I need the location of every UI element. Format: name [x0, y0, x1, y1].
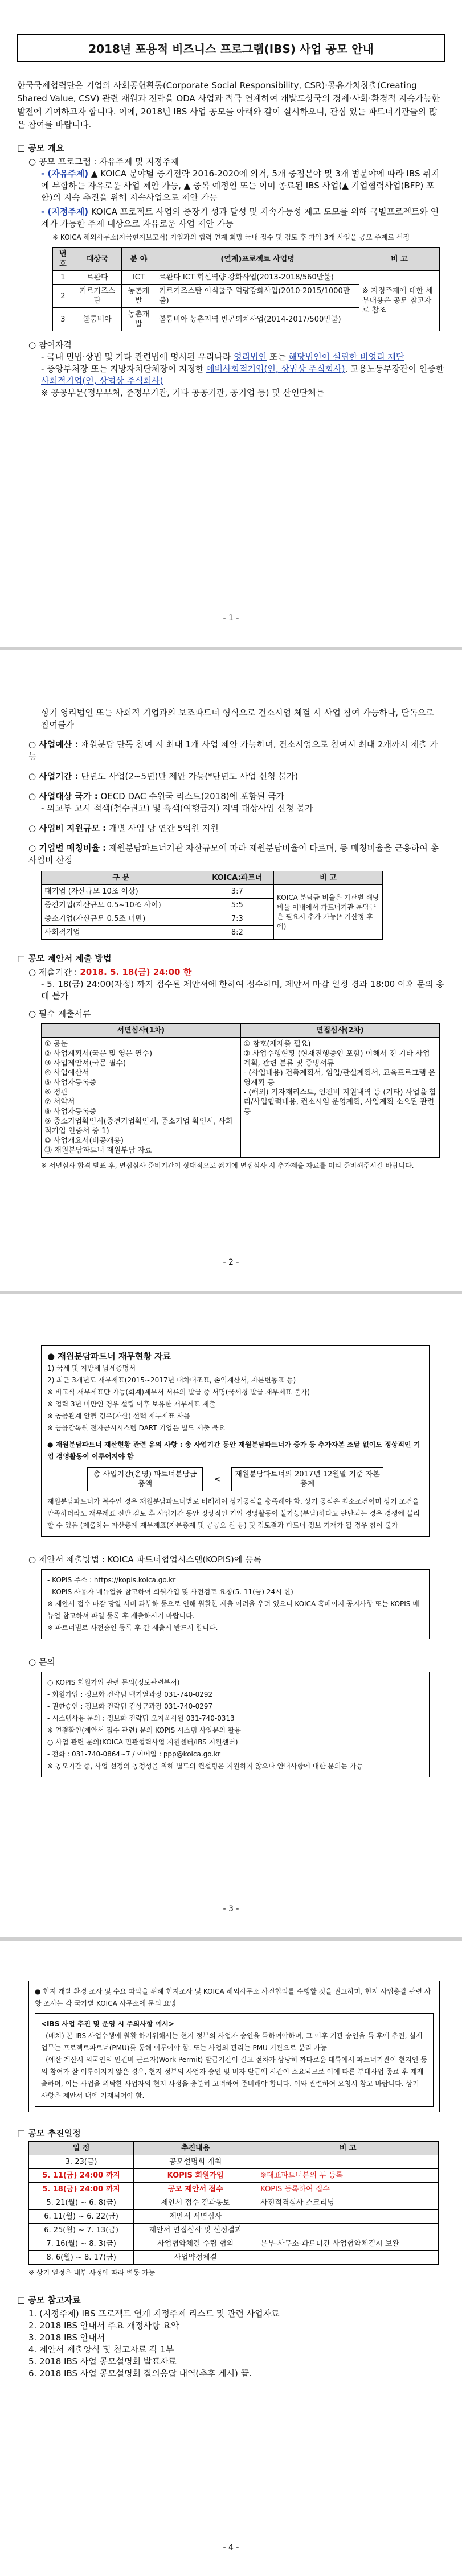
table-row: [29, 2237, 439, 2251]
contact-item: - 시스템사용 문의 : 정보화 전략팀 오지욱사원 031-740-0313: [47, 1714, 235, 1722]
matching-line: [28, 842, 445, 866]
required-docs-label: ○ 필수 제출서류: [28, 1009, 91, 1019]
field-survey-box: [28, 1981, 440, 2112]
row-date: 7. 16(월) ~ 8. 3(금): [29, 2237, 134, 2251]
financial-item: ※ 공증관계 안될 경우(자산) 선택 제무제표 사용: [47, 1412, 190, 1420]
eligibility-highlight: 예비사회적기업(인, 상법상 주식회사): [206, 364, 345, 374]
financial-item: ※ 비교식 재무제표만 가능(회계)제무서 서류의 발급 중 서명(국세청 발급 재무제표 불가): [47, 1388, 310, 1396]
financial-item: ※ 업력 3년 미만인 경우 설립 이후 보유한 재무제표 제출: [47, 1400, 216, 1408]
row-kind: 사회적기업: [42, 926, 201, 940]
eligibility-text: 또는: [267, 352, 289, 362]
condition-right: 재원분담파트너의 2017년 12월말 기준 자본총계: [232, 1468, 383, 1491]
table-header: 번호: [53, 248, 73, 271]
row-field: ICT: [121, 271, 156, 285]
contact-item: - 회원가입 : 정보화 전략팀 백기열과장 031-740-0292: [47, 1690, 213, 1698]
free-topic-text: ▲ KOICA 분야별 중기전략 2016-2020에 의거, 5개 중점분야 및 3개 범분야에 따라 IBS 취지에 부합하는 자유로운 사업 제안 가능, ▲ 중복 예정인 또는 이미 종료된 IBS 사업(▲ 기업협력사업(BFP) 포함)의 지속 추진을 위해 지속사업으로 제안 가능: [41, 168, 440, 203]
row-kind: 중견기업(자산규모 0.5~10조 사이): [42, 899, 201, 912]
caution-title: <IBS 사업 추진 및 운영 시 주의사항 예시>: [41, 2020, 174, 2028]
row-ratio: 7:3: [201, 912, 273, 926]
deadline-label: ○ 제출기간 :: [28, 967, 80, 977]
matching-ratio-table: [41, 871, 383, 940]
section-submission-heading: □ 공모 제안서 제출 방법: [17, 953, 112, 964]
financial-item: ※ 금융감독원 전자공시시스템 DART 기업은 별도 제출 불요: [47, 1424, 226, 1432]
row-kind: 중소기업(자산규모 0.5조 미만): [42, 912, 201, 926]
required-docs-table: [41, 1023, 440, 1158]
row-content: 제안서 면접심사 및 선정결과: [134, 2224, 257, 2237]
deadline-sub: - 5. 18(금) 24:00(자정) 까지 접수된 제안서에 한하여 접수하며, 제안서 마감 일정 경과 18:00 이후 문의 응대 불가: [41, 979, 444, 1001]
row-content: 제안서 접수 결과통보: [134, 2196, 257, 2210]
doc-item: ⑤ 사업자등록증: [44, 1079, 97, 1087]
kopis-item: - KOPIS 사용자 매뉴얼을 참고하여 회원가입 및 사전검토 요청(5. 11(금) 24시 한): [47, 1588, 293, 1596]
doc-item: ⑧ 사업자등록증: [44, 1108, 97, 1116]
scale-text: 개별 사업 당 연간 5억원 지원: [106, 823, 219, 833]
attachment-item: 2. 2018 IBS 안내서 주요 개정사항 요약: [28, 2320, 179, 2331]
table-header: 면접심사(2차): [240, 1024, 440, 1038]
row-date: 5. 21(월) ~ 6. 8(금): [29, 2196, 134, 2210]
table-header: (연계)프로젝트 사업명: [156, 248, 359, 271]
doc-item: ⑪ 재원분담파트너 재원부담 자료: [44, 1146, 152, 1155]
contact-item: - 권한승인 : 정보화 전략팀 김상근과장 031-740-0297: [47, 1702, 213, 1710]
matching-label: ○ 기업별 매칭비율 :: [28, 843, 107, 853]
table-row: [29, 2251, 439, 2265]
page-2: [0, 650, 462, 1291]
eligibility-highlight: 사회적기업(인, 상법상 주식회사): [41, 376, 163, 386]
row-note: KOPIS 등록하여 접수: [257, 2183, 439, 2196]
contact-item: ○ KOPIS 회원가입 관련 문의(정보관련부서): [47, 1678, 180, 1686]
table-header: KOICA:파트너: [201, 871, 273, 885]
contact-item: ※ 공모기간 중, 사업 선정의 공정성을 위해 별도의 컨설팅은 지원하지 않으나 안내사항에 대한 문의는 가능: [47, 1762, 363, 1770]
schedule-note: ※ 상기 일정은 내부 사정에 따라 변동 가능: [28, 2269, 156, 2277]
doc-item: - (사업내용) 건축계획서, 임업/관설계획서, 교육프로그램 운영계획 등: [243, 1069, 436, 1087]
eligibility-line-2: [41, 363, 445, 387]
table-row: [29, 2224, 439, 2237]
financial-note: ● 재원분담파트너 재산현황 관련 유의 사항 : 총 사업기간 동안 재원분담파트너가 증가 등 추가자본 조달 없이도 정상적인 기업 경영활동이 이루어져야 함: [47, 1441, 420, 1460]
kopis-item: ※ 파트너별로 사전승인 등록 후 간 제출시 반드시 합니다.: [47, 1624, 218, 1632]
table-row: [29, 2210, 439, 2224]
row-note: 본부-사무소-파트너간 사업협약체결시 보완: [257, 2237, 439, 2251]
contact-box: [41, 1672, 430, 1777]
contact-label: ○ 문의: [28, 1657, 55, 1667]
financial-item: 1) 국세 및 지방세 납세증명서: [47, 1364, 136, 1372]
row-number: 3: [53, 308, 73, 331]
period-label: ○ 사업기간 :: [28, 771, 79, 781]
eligibility-text: - 국내 민법·상법 및 기타 관련법에 명시된 우리나라: [41, 352, 234, 362]
doc-item: ② 사업계획서(국문 및 영문 필수): [44, 1050, 153, 1058]
table-row: [29, 2155, 439, 2169]
row-date: 5. 11(금) 24:00 까지: [29, 2169, 134, 2183]
page-number: - 3 -: [223, 1904, 239, 1914]
page-number: - 2 -: [223, 1258, 239, 1267]
period-text: 단년도 사업(2~5년)만 제안 가능(*단년도 사업 신청 불가): [78, 771, 299, 781]
table-row: [29, 2196, 439, 2210]
contact-item: ○ 사업 관련 문의(KOICA 민관협력사업 지원센터/IBS 지원센터): [47, 1738, 238, 1746]
kopis-item: ※ 제안서 접수 마감 당일 서버 과부하 등으로 인해 원활한 제출 어려울 우려 있으니 KOICA 홈페이지 공지사항 또는 KOPIS 메뉴얼 참고하셔 파일 등록 후 제출하시기 바랍니다.: [47, 1600, 419, 1620]
row-date: 6. 25(월) ~ 7. 13(금): [29, 2224, 134, 2237]
designated-topic-label: - (지정주제): [41, 207, 89, 217]
table-header: 분 야: [121, 248, 156, 271]
row-note: ※대표파트너분의 두 등록: [257, 2169, 439, 2183]
interview-review-docs: [240, 1038, 440, 1158]
row-content: KOPIS 회원가입: [134, 2169, 257, 2183]
financial-docs-box: [41, 1345, 430, 1537]
table-header: 추진내용: [134, 2142, 257, 2155]
row-field: 농촌개발: [121, 285, 156, 308]
row-date: 6. 11(월) ~ 6. 22(금): [29, 2210, 134, 2224]
designated-topic-text: KOICA 프로젝트 사업의 중장기 성과 달성 및 지속가능성 제고 도모를 위해 국별프로젝트와 연계가 가능한 주제 대상으로 자유로운 사업 제안 가능: [41, 207, 439, 229]
page-4: [0, 1941, 462, 2576]
budget-label: ○ 사업예산 :: [28, 739, 79, 750]
doc-item: ⑦ 서약서: [44, 1098, 75, 1106]
table-header: 구 분: [42, 871, 201, 885]
row-country: 키르기즈스탄: [73, 285, 121, 308]
kopis-box: [41, 1569, 430, 1639]
row-content: 공모설명회 개최: [134, 2155, 257, 2169]
page-number: - 4 -: [223, 2543, 239, 2552]
table-row: [29, 2169, 439, 2183]
doc-item: ⑨ 중소기업확인서(중견기업확인서, 중소기업 확인서, 사회적기업 인증서 중 1): [44, 1117, 233, 1135]
docs-note: ※ 서면심사 합격 발표 후, 면접심사 준비기간이 상대적으로 짧기에 면접심사 시 추가제출 자료를 미리 준비해주시길 바랍니다.: [41, 1162, 414, 1170]
table-header: 비 고: [257, 2142, 439, 2155]
row-country: 르완다: [73, 271, 121, 285]
table-header: 비 고: [274, 871, 383, 885]
row-kind: 대기업 (자산규모 10조 이상): [42, 885, 201, 899]
designated-topic-table: [52, 247, 440, 331]
contact-item[interactable]: - 전화 : 031-740-0864~7 / 이메일 : ppp@koica.go.kr: [47, 1750, 221, 1758]
caution-box: [35, 2013, 434, 2107]
table-row: [53, 271, 440, 285]
attachments-heading: □ 공모 참고자료: [17, 2295, 81, 2305]
row-number: 2: [53, 285, 73, 308]
row-note: ※ 지정주제에 대한 세부내용은 공모 참고자료 참조: [359, 271, 440, 331]
target-line: [28, 791, 445, 803]
contact-item: ※ 연결확인(제안서 접수 관련) 문의 KOPIS 시스템 사업문의 활용: [47, 1726, 242, 1734]
row-note: 사전적격심사 스크리닝: [257, 2196, 439, 2210]
eligibility-text: - 중앙부처장 또는 지방자치단체장이 지정한: [41, 364, 207, 374]
scale-label: ○ 사업비 지원규모 :: [28, 823, 107, 833]
financial-box-title: ● 재원분담파트너 재무현황 자료: [47, 1351, 171, 1361]
target-text: OECD DAC 수원국 리스트(2018)에 포함된 국가: [97, 791, 285, 801]
ratio-note: KOICA 분담금 비율은 기관별 해당 비율 이내에서 파트너기관 분담금은 필요시 추가 가능(* 기산정 후에): [274, 885, 383, 940]
row-date: 5. 18(금) 24:00 까지: [29, 2183, 134, 2196]
row-note: [257, 2210, 439, 2224]
doc-item: ② 사업수행현황 (현재진행중인 포함) 이해서 전 기타 사업계획, 관련 분류 및 증빙서류: [243, 1050, 430, 1068]
field-survey-intro: ● 현지 개발 환경 조사 및 수요 파악을 위해 현지조사 및 KOICA 해외사무소 사전협의를 수행할 것을 권고하며, 현지 사업총괄 관련 사항 조사는 각 국가별 KOICA 사무소에 문의 요망: [35, 1987, 431, 2007]
eligibility-heading: ○ 참여자격: [28, 340, 72, 350]
target-sub: - 외교부 고시 적색(철수권고) 및 흑색(여행금지) 지역 대상사업 신청 불가: [41, 803, 313, 813]
table-header: 서면심사(1차): [42, 1024, 241, 1038]
row-number: 1: [53, 271, 73, 285]
row-date: 3. 23(금): [29, 2155, 134, 2169]
row-project: 볼룸비아 농촌지역 빈곤퇴치사업(2014-2017/500만불): [156, 308, 359, 331]
schedule-heading: □ 공모 추진일정: [17, 2128, 81, 2138]
eligibility-note: ※ 공공부문(정부부처, 준정부기관, 기타 공공기관, 공기업 등) 및 산인단체는: [41, 388, 324, 398]
table-header: 대상국: [73, 248, 121, 271]
doc-item: ① 공문: [44, 1040, 68, 1048]
row-note: [257, 2155, 439, 2169]
doc-item: ⑥ 정관: [44, 1088, 68, 1097]
doc-item: ⑩ 사업개요서(비공개용): [44, 1137, 124, 1145]
budget-line: [28, 739, 445, 763]
deadline-line: [28, 966, 445, 978]
attachment-item: 5. 2018 IBS 사업 공모설명회 발표자료: [28, 2356, 177, 2367]
attachment-item: 1. (지정주제) IBS 프로젝트 연계 지정주제 리스트 및 관련 사업자료: [28, 2308, 280, 2319]
table-header: 일 정: [29, 2142, 134, 2155]
eligibility-text: , 고용노동부장관이 인증한: [345, 364, 444, 374]
row-content: 공모 제안서 접수: [134, 2183, 257, 2196]
row-note: [257, 2251, 439, 2265]
row-project: 르완다 ICT 혁신역량 강화사업(2013-2018/560만불): [156, 271, 359, 285]
condition-left: 총 사업기간(운영) 파트너분담금 총액: [88, 1468, 203, 1491]
row-field: 농촌개발: [121, 308, 156, 331]
doc-item: ③ 사업제안서(국문 필수): [44, 1059, 126, 1068]
doc-item: ④ 사업예산서: [44, 1069, 89, 1077]
table-row: [29, 2183, 439, 2196]
table-row: [42, 885, 383, 899]
consortium-note: 상기 영리법인 또는 사회적 기업과의 보조파트너 형식으로 컨소시엄 체결 시 사업 참여 가능하나, 단독으로 참여불가: [41, 707, 434, 730]
designated-note: ※ KOICA 해외사무소(자국현지보고서) 기업과의 협력 연계 희망 국내 접수 및 검토 후 파악 3개 사업을 공모 주제로 선정: [52, 233, 410, 241]
capital-condition-table: [87, 1467, 383, 1491]
matching-text: 재원분담파트너기관 자산규모에 따라 재원분담비율이 다르며, 동 매칭비율을 근용하여 총 사업비 산정: [28, 843, 439, 865]
page-number: - 1 -: [223, 614, 239, 623]
attachment-item: 3. 2018 IBS 안내서: [28, 2332, 105, 2343]
page-3: [0, 1294, 462, 1937]
row-content: 사업약정체결: [134, 2251, 257, 2265]
free-topic-paragraph: [41, 168, 445, 204]
financial-description: 재원분담파트너가 복수인 경우 재원분담파트너별로 비례하여 상기공식을 충족해야 함. 상기 공식은 최소조건이며 상기 조건을 만족하더라도 재무제표 전반 검토 후 사업기간 동안 정상적인 기업 경영활동이 불가능(부담)하다고 판단되는 경우 경쟁에 불리할 수 있음 (제출하는 자산총계 재무제표(자본총계 및 공공요 원 등) 및 검토결과 파트너 정보 기재가 될 경우 참여 불가: [47, 1497, 420, 1529]
row-country: 볼룸비아: [73, 308, 121, 331]
financial-item: 2) 최근 3개년도 재무제표(2015~2017년 대차대조표, 손익계산서, 자본변동표 등): [47, 1376, 296, 1384]
deadline-value: 2018. 5. 18(금) 24:00 한: [80, 967, 192, 977]
attachment-item: 4. 제안서 제출양식 및 첨고자료 각 1부: [28, 2344, 174, 2355]
kopis-item[interactable]: - KOPIS 주소 : https://kopis.koica.go.kr: [47, 1576, 176, 1584]
program-line: ○ 공모 프로그램 : 자유주제 및 지정주제: [28, 157, 179, 167]
eligibility-highlight: 영리법인: [234, 352, 267, 362]
row-note: [257, 2224, 439, 2237]
attachment-item: 6. 2018 IBS 사업 공모설명회 질의응답 내역(추후 게시) 끝.: [28, 2368, 252, 2379]
free-topic-label: - (자유주제): [41, 168, 89, 179]
row-ratio: 3:7: [201, 885, 273, 899]
submission-system-label: ○ 제안서 제출방법 : KOICA 파트너협업시스템(KOPIS)에 등록: [28, 1554, 262, 1565]
row-content: 제안서 서면심사: [134, 2210, 257, 2224]
period-line: [28, 771, 445, 783]
condition-operator: <: [214, 1475, 220, 1484]
budget-text: 재원분담 단독 참여 시 최대 1개 사업 제안 가능하며, 컨소시엄으로 참여시 최대 2개까지 제출 가능: [28, 739, 439, 762]
intro-paragraph: 한국국제협력단은 기업의 사회공헌활동(Corporate Social Responsibility, CSR)·공유가치창출(Creating Shared Value, CSV) 관련 재원과 전략을 ODA 사업과 적극 연계하여 개발도상국의 경제·사회·환경적 지속가능한 발전에 기여하고자 합니다. 이에, 2018년 IBS 사업 공모를 아래와 같이 실시하오니, 관심 있는 파트너기관들의 많은 참여를 바랍니다.: [17, 80, 440, 130]
eligibility-highlight: 해당법인이 설립한 비영리 재단: [288, 352, 404, 362]
row-content: 사업협약체결 수립 협의: [134, 2237, 257, 2251]
target-label: ○ 사업대상 국가 :: [28, 791, 98, 801]
schedule-table: [28, 2141, 439, 2265]
section-overview-heading: □ 공모 개요: [17, 143, 64, 153]
designated-topic-paragraph: [41, 206, 445, 230]
doc-item: - (해외) 기자재리스트, 인전비 지원내역 등 (기타) 사업을 합리/사업협력내용, 컨소시엄 운영계획, 사업계획 소요된 관련 등: [243, 1088, 436, 1116]
eligibility-line-1: [41, 351, 445, 363]
caution-item: - (예산 계산시 외국인의 인건비 근로자(Work Permit) 발급기간이 길고 절차가 상당히 까다로운 대륙에서 파트너기관이 현지인 등의 참여가 잘 이루어지지 않은 경우, 현지 정부의 사업자 승인 및 비자 발급에 시간이 소요되므로 이에 따른 부대사업 종료 후 재제출하며, 이는 사업을 위탁한 사업자의 현지 사정을 충분히 고려하여 준비해야 합니다. 이와 관련하여 요청시 참고 바랍니다. 상기 사항은 제안서 내에 기재되어야 함.: [41, 2056, 427, 2100]
row-project: 키르기즈스탄 이식쿨주 역량강화사업(2010-2015/1000만불): [156, 285, 359, 308]
doc-item: ① 참호(재제출 필요): [243, 1040, 311, 1048]
caution-item: - (배치) 본 IBS 사업수행에 원활 하기위해서는 현지 정부의 사업자 승인을 득하여야하며, 그 이후 기관 승인을 득 후에 추진, 실제업무는 프로젝트파트너(PMU)를 통해 이루어야 함. 또는 사업의 관리는 PMU 기관으로 분리 가능: [41, 2032, 423, 2052]
table-header: 비 고: [359, 248, 440, 271]
page-1: [0, 0, 462, 647]
row-ratio: 5:5: [201, 899, 273, 912]
written-review-docs: [42, 1038, 241, 1158]
row-ratio: 8:2: [201, 926, 273, 940]
page-title: 2018년 포용적 비즈니스 프로그램(IBS) 사업 공모 안내: [17, 34, 445, 62]
scale-line: [28, 822, 445, 834]
row-date: 8. 6(월) ~ 8. 17(금): [29, 2251, 134, 2265]
